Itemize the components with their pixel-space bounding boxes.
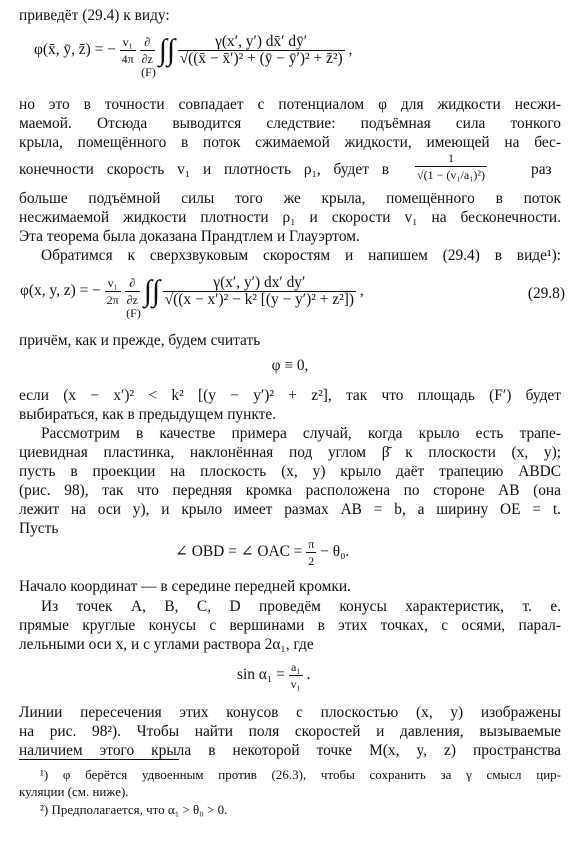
text-line: (рис. 98), так что передняя кромка расположена по стороне AB (она: [19, 482, 561, 499]
footnote-line: куляции (см. ниже).: [19, 784, 129, 799]
text-line: причём, как и прежде, будем считать: [19, 332, 261, 349]
integrand-denominator: √((x̄ − x̄′)² + (ȳ − ȳ′)² + z̄²): [179, 50, 343, 67]
text-line: если (x − x′)² < k² [(y − y′)² + z²], так что площадь (F′) будет: [19, 387, 561, 404]
footnote-line: ²) Предполагается, что α₁ > θ₀ > 0.: [40, 802, 228, 817]
footnote-separator: [19, 759, 179, 760]
coefficient-fraction: [120, 34, 136, 67]
text-line: прямые круглые конусы с вершинами в этих точках, с осями, парал-: [19, 617, 561, 634]
text-line: лежит на оси y), и крыло имеет размах AB = b, а ширину OE = t.: [19, 501, 561, 518]
text-line: Начало координат — в середине передней кромки.: [19, 578, 351, 595]
formula-angles: [175, 536, 349, 569]
formula-left: ∠ OBD = ∠ OAC =: [175, 543, 303, 561]
integrand-numerator: γ(x′, y′) dx′ dy′: [163, 275, 356, 292]
formula-phi-zero: φ ≡ 0,: [271, 357, 309, 374]
text-line: выбираться, как в предыдущем пункте.: [19, 406, 277, 423]
coefficient-numerator: v₁: [105, 275, 121, 292]
inline-fraction: [415, 150, 487, 183]
formula-sine: [237, 659, 311, 692]
derivative-numerator: ∂: [125, 275, 140, 292]
formula-tail: ,: [359, 282, 364, 300]
formula-lhs: φ(x, y, z) = −: [20, 282, 101, 300]
formula-potential-incompressible: [34, 33, 353, 80]
coefficient-fraction: [105, 275, 121, 308]
text-line: пусть в проекции на плоскость (x, y) крыло даёт трапецию ABDC: [19, 463, 561, 480]
text-line: лельными оси x, и с углами раствора 2α₁, где: [19, 636, 314, 653]
coefficient-denominator: 2π: [106, 293, 119, 307]
integrand-denominator: √((x − x′)² − k² [(y − y′)² + z²]): [164, 291, 354, 308]
derivative-fraction: [140, 34, 155, 67]
formula-left: sin α₁ =: [237, 666, 285, 684]
formula-numerator: π: [308, 537, 315, 551]
text-line: циевидная пластинка, наклонённая под углом β̄ к плоскости (x, y);: [19, 444, 561, 461]
formula-lhs: φ(x̄, ȳ, z̄) = −: [34, 41, 116, 59]
text-line: Линии пересечения этих конусов с плоскостью (x, y) изображены: [19, 704, 561, 721]
text-line: Обратимся к сверхзвуковым скоростям и напишем (29.4) в виде¹):: [41, 247, 561, 264]
inline-fraction-numerator: 1: [415, 150, 487, 167]
derivative-denominator: ∂z: [141, 52, 153, 66]
formula-numerator: a₁: [289, 659, 303, 676]
text-line: Эта теорема была доказана Прандтлем и Глауэртом.: [19, 228, 360, 245]
inline-text: конечности скорость v₁ и плотность ρ₁, будет в: [19, 161, 389, 178]
text-line: на рис. 98²). Чтобы найти поля скоростей и давления, вызываемые: [19, 723, 561, 740]
integrand-fraction: [178, 34, 345, 67]
integration-domain: (F): [141, 65, 156, 80]
text-line: маемой. Отсюда выводится следствие: подъёмная сила тонкого: [19, 115, 561, 132]
inline-fraction-denominator: √(1 − (v₁/a₁)²): [417, 168, 485, 182]
coefficient-numerator: v₁: [120, 34, 136, 51]
double-integral-symbol: ∫∫: [143, 274, 161, 308]
inline-tail: раз: [531, 161, 552, 178]
text-line: приведёт (29.4) к виду:: [19, 7, 170, 24]
derivative-denominator: ∂z: [126, 293, 138, 307]
integrand-fraction: [163, 275, 356, 308]
integration-domain: (F): [126, 306, 141, 321]
derivative-fraction: [125, 275, 140, 308]
formula-potential-supersonic: [20, 274, 565, 321]
formula-fraction: [289, 659, 303, 692]
text-line: Рассмотрим в качестве примера случай, когда крыло есть трапе-: [41, 425, 561, 442]
text-line: но это в точности совпадает с потенциалом φ для жидкости несжи-: [19, 96, 561, 113]
formula-tail: ,: [348, 41, 353, 59]
double-integral-symbol: ∫∫: [158, 33, 176, 67]
text-line: несжимаемой жидкости плотности ρ₁ и скорости v₁ на бесконечности.: [19, 209, 561, 226]
formula-denominator: 2: [308, 554, 315, 568]
footnote-line: ¹) φ берётся удвоенным против (26.3), чтобы сохранить за γ смысл цир-: [40, 767, 561, 782]
formula-fraction: [306, 536, 316, 569]
integrand-numerator: γ(x′, y′) dx̄′ dȳ′: [178, 34, 345, 51]
equation-number: (29.8): [527, 285, 565, 302]
text-line: Из точек A, B, C, D проведём конусы характеристик, т. е.: [41, 598, 561, 615]
text-line-with-fraction: [19, 150, 561, 190]
text-line: больше подъёмной силы того же крыла, помещённого в поток: [19, 190, 561, 207]
formula-right: − θ₀.: [320, 543, 350, 561]
coefficient-denominator: 4π: [121, 52, 134, 66]
text-line: Пусть: [19, 520, 59, 537]
text-line: крыла, помещённого в поток сжимаемой жидкости, имеющей на бес-: [19, 134, 561, 151]
derivative-numerator: ∂: [140, 34, 155, 51]
formula-right: .: [306, 666, 311, 684]
text-line: наличием этого крыла в некоторой точке M(x, y, z) пространства: [19, 742, 561, 759]
formula-denominator: v₁: [290, 677, 301, 691]
